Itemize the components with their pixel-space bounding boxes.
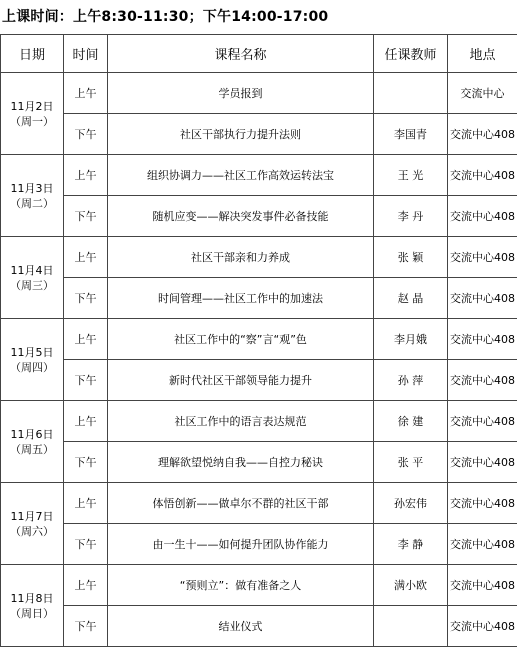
teacher-cell: 张 平 bbox=[374, 442, 448, 483]
teacher-cell: 赵 晶 bbox=[374, 278, 448, 319]
teacher-cell bbox=[374, 73, 448, 114]
period-cell: 上午 bbox=[64, 319, 108, 360]
period-cell: 下午 bbox=[64, 196, 108, 237]
date-cell bbox=[1, 319, 64, 401]
venue-cell: 交流中心408 bbox=[448, 442, 517, 483]
period-cell: 上午 bbox=[64, 237, 108, 278]
header-teacher: 任课教师 bbox=[374, 35, 448, 73]
course-cell: 体悟创新——做卓尔不群的社区干部 bbox=[108, 483, 374, 524]
course-cell: 结业仪式 bbox=[108, 606, 374, 647]
venue-cell: 交流中心408 bbox=[448, 524, 517, 565]
venue-cell: 交流中心408 bbox=[448, 196, 517, 237]
class-hours: 上课时间：上午8:30-11:30；下午14:00-17:00 bbox=[2, 9, 329, 25]
date-cell bbox=[1, 565, 64, 647]
table-row bbox=[1, 565, 517, 606]
teacher-cell bbox=[374, 606, 448, 647]
table-row bbox=[1, 237, 517, 278]
venue-cell: 交流中心408 bbox=[448, 401, 517, 442]
course-cell: 新时代社区干部领导能力提升 bbox=[108, 360, 374, 401]
weekday-text: （周三） bbox=[10, 278, 54, 292]
teacher-cell: 满小欧 bbox=[374, 565, 448, 606]
date-text: 11月2日 bbox=[10, 99, 54, 113]
date-cell bbox=[1, 401, 64, 483]
period-cell: 下午 bbox=[64, 606, 108, 647]
venue-cell: 交流中心408 bbox=[448, 483, 517, 524]
period-cell: 下午 bbox=[64, 278, 108, 319]
course-schedule-table bbox=[0, 34, 517, 647]
teacher-cell: 孙宏伟 bbox=[374, 483, 448, 524]
teacher-cell: 李 丹 bbox=[374, 196, 448, 237]
header-row bbox=[1, 35, 517, 73]
venue-cell: 交流中心408 bbox=[448, 278, 517, 319]
table-row bbox=[1, 442, 517, 483]
table-row bbox=[1, 155, 517, 196]
period-cell: 下午 bbox=[64, 524, 108, 565]
course-cell: 社区工作中的语言表达规范 bbox=[108, 401, 374, 442]
date-text: 11月3日 bbox=[10, 181, 54, 195]
date-text: 11月4日 bbox=[10, 263, 54, 277]
table-row bbox=[1, 401, 517, 442]
course-cell: 组织协调力——社区工作高效运转法宝 bbox=[108, 155, 374, 196]
course-cell: 由一生十——如何提升团队协作能力 bbox=[108, 524, 374, 565]
teacher-cell: 王 光 bbox=[374, 155, 448, 196]
course-cell: 社区干部亲和力养成 bbox=[108, 237, 374, 278]
course-cell: 学员报到 bbox=[108, 73, 374, 114]
teacher-cell: 李国青 bbox=[374, 114, 448, 155]
course-cell: 社区工作中的“察”言“观”色 bbox=[108, 319, 374, 360]
teacher-cell: 孙 萍 bbox=[374, 360, 448, 401]
venue-cell: 交流中心408 bbox=[448, 155, 517, 196]
table-row bbox=[1, 524, 517, 565]
period-cell: 下午 bbox=[64, 114, 108, 155]
period-cell: 上午 bbox=[64, 401, 108, 442]
period-cell: 上午 bbox=[64, 483, 108, 524]
venue-cell: 交流中心408 bbox=[448, 114, 517, 155]
weekday-text: （周五） bbox=[10, 442, 54, 456]
course-cell: 时间管理——社区工作中的加速法 bbox=[108, 278, 374, 319]
date-text: 11月5日 bbox=[10, 345, 54, 359]
weekday-text: （周日） bbox=[10, 606, 54, 620]
course-cell: 理解欲望悦纳自我——自控力秘诀 bbox=[108, 442, 374, 483]
period-cell: 下午 bbox=[64, 442, 108, 483]
date-cell bbox=[1, 237, 64, 319]
venue-cell: 交流中心408 bbox=[448, 606, 517, 647]
venue-cell: 交流中心 bbox=[448, 73, 517, 114]
header-time: 时间 bbox=[64, 35, 108, 73]
date-cell bbox=[1, 73, 64, 155]
table-row bbox=[1, 196, 517, 237]
venue-cell: 交流中心408 bbox=[448, 237, 517, 278]
course-cell: 社区干部执行力提升法则 bbox=[108, 114, 374, 155]
weekday-text: （周四） bbox=[10, 360, 54, 374]
weekday-text: （周二） bbox=[10, 196, 54, 210]
table-row bbox=[1, 73, 517, 114]
date-cell bbox=[1, 155, 64, 237]
weekday-text: （周一） bbox=[10, 114, 54, 128]
weekday-text: （周六） bbox=[10, 524, 54, 538]
table-row bbox=[1, 483, 517, 524]
table-row bbox=[1, 278, 517, 319]
table-row bbox=[1, 360, 517, 401]
header-course: 课程名称 bbox=[108, 35, 374, 73]
venue-cell: 交流中心408 bbox=[448, 360, 517, 401]
teacher-cell: 李月娥 bbox=[374, 319, 448, 360]
course-cell: 随机应变——解决突发事件必备技能 bbox=[108, 196, 374, 237]
teacher-cell: 张 颖 bbox=[374, 237, 448, 278]
course-cell: “预则立”：做有准备之人 bbox=[108, 565, 374, 606]
table-row bbox=[1, 606, 517, 647]
date-cell bbox=[1, 483, 64, 565]
table-row bbox=[1, 114, 517, 155]
venue-cell: 交流中心408 bbox=[448, 319, 517, 360]
header-date: 日期 bbox=[1, 35, 64, 73]
period-cell: 下午 bbox=[64, 360, 108, 401]
table-row bbox=[1, 319, 517, 360]
date-text: 11月7日 bbox=[10, 509, 54, 523]
teacher-cell: 徐 建 bbox=[374, 401, 448, 442]
venue-cell: 交流中心408 bbox=[448, 565, 517, 606]
date-text: 11月8日 bbox=[10, 591, 54, 605]
schedule-body bbox=[1, 73, 517, 647]
period-cell: 上午 bbox=[64, 155, 108, 196]
teacher-cell: 李 静 bbox=[374, 524, 448, 565]
header-venue: 地点 bbox=[448, 35, 517, 73]
period-cell: 上午 bbox=[64, 565, 108, 606]
date-text: 11月6日 bbox=[10, 427, 54, 441]
period-cell: 上午 bbox=[64, 73, 108, 114]
